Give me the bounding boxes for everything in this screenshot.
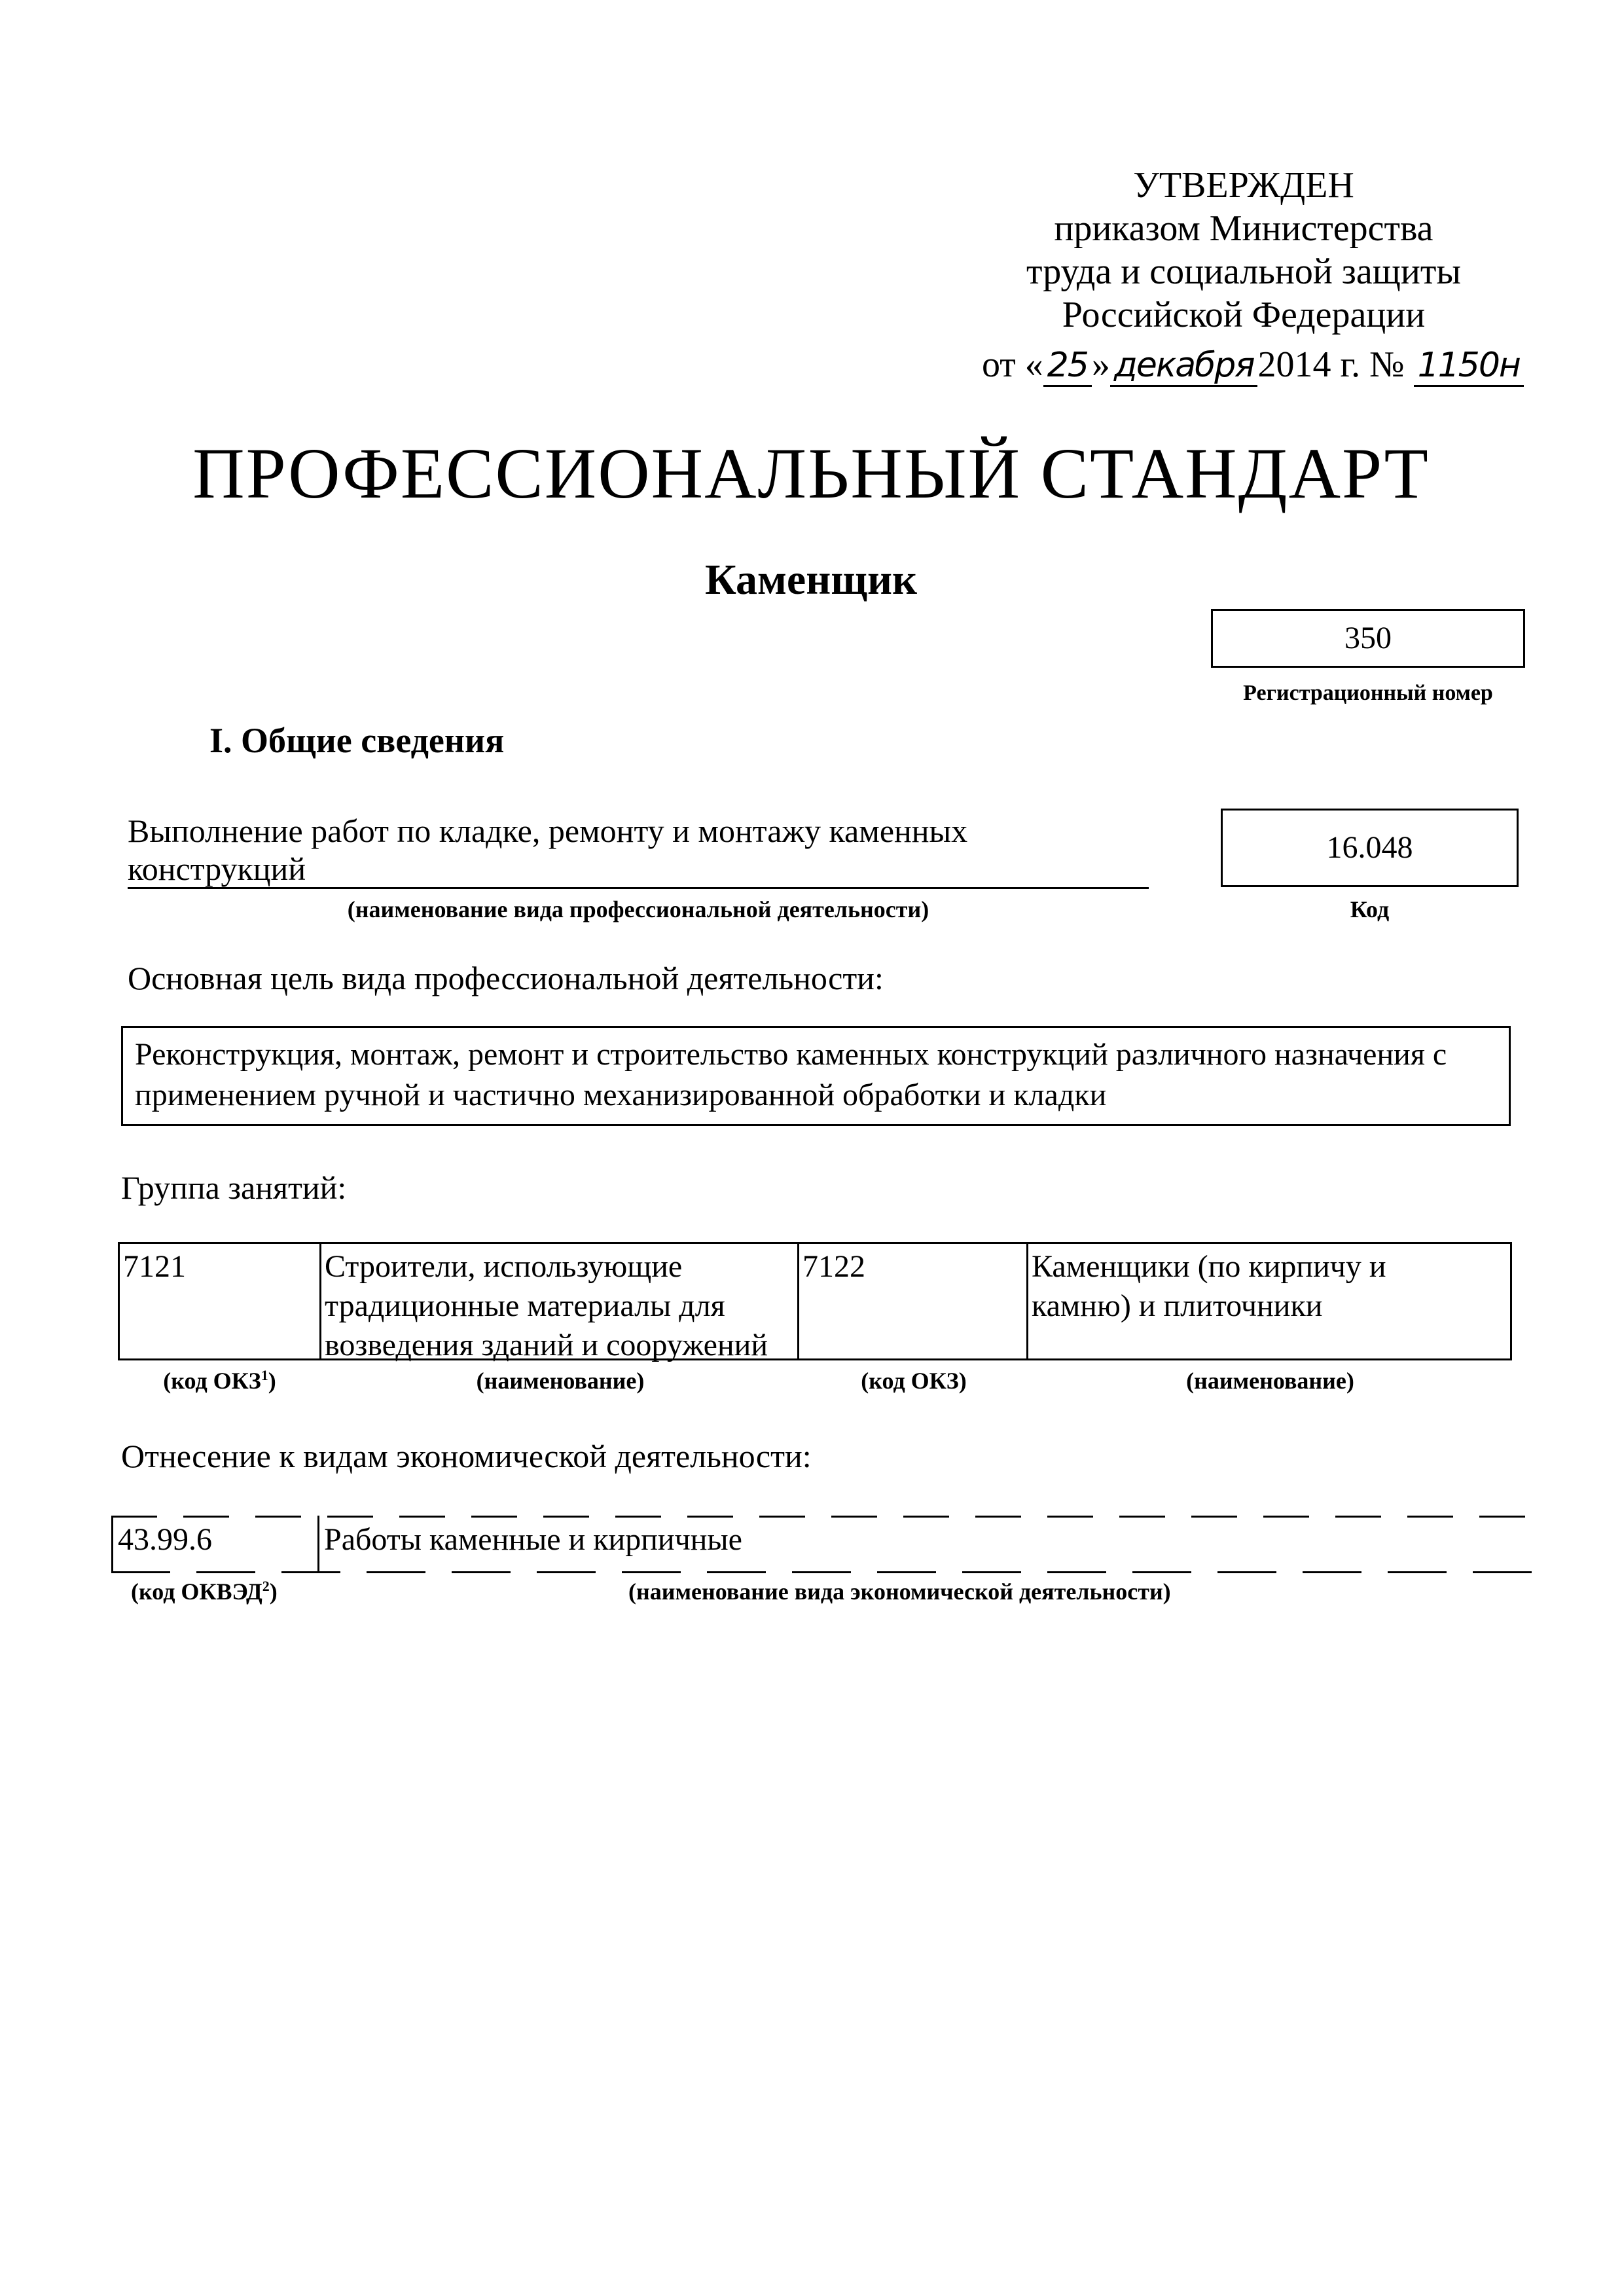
occupation-table-divider bbox=[118, 1242, 120, 1360]
okz-name-2-caption: (наименование) bbox=[1186, 1368, 1354, 1394]
occupation-group-label: Группа занятий: bbox=[121, 1169, 347, 1206]
okz-code-2: 7122 bbox=[802, 1249, 865, 1284]
okved-table-top-border bbox=[111, 1516, 1532, 1518]
handwritten-day: 25 bbox=[1043, 346, 1092, 387]
okved-table-divider bbox=[111, 1516, 113, 1573]
number-sign: № bbox=[1369, 344, 1405, 385]
handwritten-month: декабря bbox=[1110, 346, 1258, 387]
activity-name-line2: конструкций bbox=[128, 850, 306, 887]
okz-name-2 bbox=[1032, 1247, 1386, 1326]
open-quote: « bbox=[1024, 344, 1043, 385]
registration-number-caption: Регистрационный номер bbox=[1243, 681, 1493, 705]
approval-date-line bbox=[982, 344, 1524, 387]
approval-line-ministry: труда и социальной защиты bbox=[1026, 251, 1461, 292]
occupation-table-divider bbox=[797, 1242, 799, 1360]
okved-code: 43.99.6 bbox=[118, 1522, 212, 1557]
okz-code-2-caption: (код ОКЗ) bbox=[861, 1368, 967, 1394]
okz-name-2-line1: Каменщики (по кирпичу и bbox=[1032, 1249, 1386, 1284]
goal-text-line2: применением ручной и частично механизированной обработки и кладки bbox=[135, 1078, 1107, 1112]
okz-code-1: 7121 bbox=[123, 1249, 186, 1284]
approval-block bbox=[982, 164, 1505, 337]
approval-heading: УТВЕРЖДЕН bbox=[1133, 165, 1354, 206]
registration-number: 350 bbox=[1344, 621, 1392, 655]
activity-code-caption: Код bbox=[1350, 896, 1390, 922]
document-title: ПРОФЕССИОНАЛЬНЫЙ СТАНДАРТ bbox=[192, 433, 1430, 513]
goal-label: Основная цель вида профессиональной деятельности: bbox=[128, 960, 884, 996]
okved-name: Работы каменные и кирпичные bbox=[324, 1522, 742, 1557]
activity-name-line1: Выполнение работ по кладке, ремонту и монтажу каменных bbox=[128, 812, 968, 849]
occupation-table-divider bbox=[1510, 1242, 1512, 1360]
okved-table-divider bbox=[317, 1516, 319, 1573]
okz-name-1-caption: (наименование) bbox=[476, 1368, 645, 1394]
okz-name-2-line2: камню) и плиточники bbox=[1032, 1288, 1323, 1323]
profession-title: Каменщик bbox=[704, 556, 918, 604]
date-year: 2014 г. bbox=[1257, 344, 1361, 385]
economic-activity-label: Отнесение к видам экономической деятельности: bbox=[121, 1438, 812, 1474]
okved-name-caption: (наименование вида экономической деятельности) bbox=[628, 1578, 1171, 1605]
okz-name-1-line2: традиционные материалы для bbox=[325, 1288, 725, 1323]
occupation-table-top-border bbox=[118, 1242, 1512, 1244]
okved-table-bottom-border bbox=[111, 1571, 1532, 1573]
activity-code-box bbox=[1221, 809, 1519, 887]
occupation-table-divider bbox=[1026, 1242, 1028, 1360]
occupation-table-divider bbox=[319, 1242, 321, 1360]
okz-name-1-line1: Строители, использующие bbox=[325, 1249, 683, 1284]
close-quote: » bbox=[1091, 344, 1110, 385]
okz-code-1-caption: (код ОКЗ$^1$) bbox=[163, 1367, 276, 1394]
activity-name-caption: (наименование вида профессиональной деятельности) bbox=[347, 896, 929, 922]
okved-code-caption: (код ОКВЭД$^2$) bbox=[131, 1578, 278, 1605]
activity-code: 16.048 bbox=[1326, 830, 1413, 865]
goal-box bbox=[121, 1026, 1511, 1126]
activity-name-underline bbox=[128, 887, 1149, 889]
okz-name-1-line3: возведения зданий и сооружений bbox=[325, 1328, 768, 1362]
goal-text-line1: Реконструкция, монтаж, ремонт и строительство каменных конструкций различного назначения с bbox=[135, 1037, 1447, 1072]
approval-line-country: Российской Федерации bbox=[1062, 295, 1426, 335]
section-title: I. Общие сведения bbox=[209, 721, 505, 760]
date-prefix: от bbox=[982, 344, 1016, 385]
handwritten-order-number: 1150н bbox=[1414, 346, 1524, 387]
registration-number-box bbox=[1211, 609, 1525, 668]
approval-line-order: приказом Министерства bbox=[1054, 208, 1433, 249]
okz-name-1 bbox=[325, 1247, 768, 1365]
